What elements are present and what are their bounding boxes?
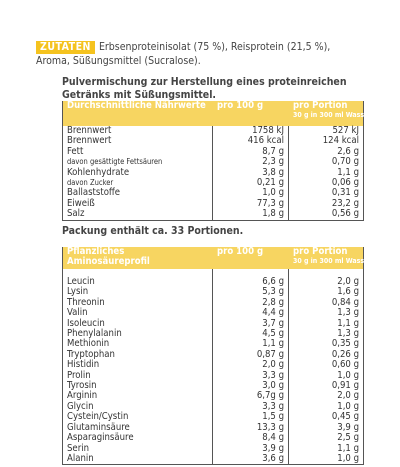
table-row (63, 188, 364, 198)
row-name: Ballaststoffe (63, 188, 213, 198)
row-portion: 1,6 g (289, 287, 364, 297)
row-portion: 3,9 g (289, 423, 364, 433)
row-per100: 8,4 g (213, 433, 289, 443)
table-row (63, 287, 364, 297)
row-name: Kohlenhydrate (63, 168, 213, 178)
row-per100: 4,4 g (213, 308, 289, 318)
row-portion: 0,45 g (289, 412, 364, 422)
portions-note: Packung enthält ca. 33 Portionen. (62, 225, 244, 237)
row-per100: 3,7 g (213, 319, 289, 329)
row-name: Phenylalanin (63, 329, 213, 339)
row-name: Glycin (63, 402, 213, 412)
row-portion: 1,1 g (289, 168, 364, 178)
row-name: Eiweiß (63, 199, 213, 209)
ingredients-label: ZUTATEN (36, 41, 95, 54)
row-name: Fett (63, 147, 213, 157)
table-row (63, 298, 364, 308)
row-per100: 3,6 g (213, 454, 289, 465)
row-name: Methionin (63, 339, 213, 349)
row-per100: 416 kcal (213, 136, 289, 146)
row-name: Salz (63, 209, 213, 220)
row-name: Valin (63, 308, 213, 318)
row-per100: 77,3 g (213, 199, 289, 209)
row-per100: 1,5 g (213, 412, 289, 422)
row-name: Cystein/Cystin (63, 412, 213, 422)
row-name: Alanin (63, 454, 213, 465)
nutrition-header-name: Durchschnittliche Nährwerte (63, 101, 213, 126)
nutrition-header-portion (289, 100, 372, 126)
row-name: Histidin (63, 360, 213, 370)
row-portion: 2,0 g (289, 391, 364, 401)
row-name: Lysin (63, 287, 213, 297)
row-name: Arginin (63, 391, 213, 401)
table-row (63, 350, 364, 360)
row-name: Serin (63, 444, 213, 454)
table-row (63, 308, 364, 318)
row-name: Brennwert (63, 136, 213, 146)
row-portion: 0,84 g (289, 298, 364, 308)
row-name: Leucin (63, 277, 213, 287)
table-row (63, 209, 364, 220)
row-portion: 23,2 g (289, 199, 364, 209)
row-per100: 1,1 g (213, 339, 289, 349)
nutrition-header-portion-sub: 30 g in 300 ml Wasser (293, 111, 372, 119)
table-row (63, 381, 364, 391)
amino-header-portion (289, 246, 372, 269)
row-portion: 0,91 g (289, 381, 364, 391)
row-portion: 1,0 g (289, 454, 364, 465)
row-per100: 3,9 g (213, 444, 289, 454)
row-portion: 0,60 g (289, 360, 364, 370)
row-per100: 3,3 g (213, 402, 289, 412)
ingredients-section (36, 40, 366, 68)
table-row (63, 371, 364, 381)
row-name: davon gesättigte Fettsäuren (63, 157, 213, 167)
row-portion: 1,3 g (289, 308, 364, 318)
row-portion: 2,0 g (289, 277, 364, 287)
ingredients-text: Erbsenproteinisolat (75 %), Reisprotein (21,5 %), Aroma, Süßungsmittel (Sucralose). (36, 41, 331, 67)
row-portion: 2,5 g (289, 433, 364, 443)
row-portion: 0,35 g (289, 339, 364, 349)
row-name: Tyrosin (63, 381, 213, 391)
table-row (63, 199, 364, 209)
table-row (63, 433, 364, 443)
row-portion: 2,6 g (289, 147, 364, 157)
row-per100: 8,7 g (213, 147, 289, 157)
row-portion: 0,26 g (289, 350, 364, 360)
table-row (63, 136, 364, 146)
product-description: Pulvermischung zur Herstellung eines proteinreichen Getränks mit Süßungsmittel. (62, 76, 347, 101)
row-name: Tryptophan (63, 350, 213, 360)
row-per100: 2,8 g (213, 298, 289, 308)
row-portion: 0,56 g (289, 209, 364, 220)
row-portion: 1,1 g (289, 444, 364, 454)
row-name: Brennwert (63, 126, 213, 136)
table-row (63, 277, 364, 287)
row-per100: 0,87 g (213, 350, 289, 360)
row-portion: 1,1 g (289, 319, 364, 329)
row-portion: 0,31 g (289, 188, 364, 198)
row-name: Threonin (63, 298, 213, 308)
row-per100: 1,8 g (213, 209, 289, 220)
amino-header-name: Pflanzliches Aminosäureprofil (63, 247, 213, 269)
row-per100: 1758 kJ (213, 126, 289, 136)
amino-acid-table (62, 246, 372, 465)
table-row (63, 147, 364, 157)
amino-header-portion-sub: 30 g in 300 ml Wasser (293, 257, 372, 265)
row-per100: 2,3 g (213, 157, 289, 167)
row-name: davon Zucker (63, 178, 213, 188)
row-per100: 3,3 g (213, 371, 289, 381)
row-per100: 5,3 g (213, 287, 289, 297)
table-row (63, 444, 364, 454)
table-row (63, 168, 364, 178)
table-row (63, 454, 364, 465)
row-name: Isoleucin (63, 319, 213, 329)
row-per100: 4,5 g (213, 329, 289, 339)
row-portion: 0,06 g (289, 178, 364, 188)
row-name: Asparaginsäure (63, 433, 213, 443)
row-portion: 124 kcal (289, 136, 364, 146)
row-per100: 3,0 g (213, 381, 289, 391)
row-per100: 3,8 g (213, 168, 289, 178)
row-per100: 6,6 g (213, 277, 289, 287)
amino-header-per100: pro 100 g (213, 247, 289, 269)
amino-header-portion-label: pro Portion (293, 246, 348, 257)
row-per100: 13,3 g (213, 423, 289, 433)
row-name: Glutaminsäure (63, 423, 213, 433)
nutrition-table (62, 100, 372, 221)
table-row (63, 391, 364, 401)
row-portion: 1,3 g (289, 329, 364, 339)
nutrition-header-per100: pro 100 g (213, 101, 289, 126)
row-portion: 1,0 g (289, 371, 364, 381)
row-per100: 6,7g g (213, 391, 289, 401)
row-portion: 1,0 g (289, 402, 364, 412)
nutrition-header-row (63, 101, 364, 126)
row-per100: 1,0 g (213, 188, 289, 198)
row-portion: 527 kJ (289, 126, 364, 136)
row-portion: 0,70 g (289, 157, 364, 167)
row-per100: 0,21 g (213, 178, 289, 188)
row-per100: 2,0 g (213, 360, 289, 370)
table-row (63, 360, 364, 370)
row-name: Prolin (63, 371, 213, 381)
nutrition-header-portion-label: pro Portion (293, 100, 348, 111)
amino-header-row (63, 247, 364, 269)
